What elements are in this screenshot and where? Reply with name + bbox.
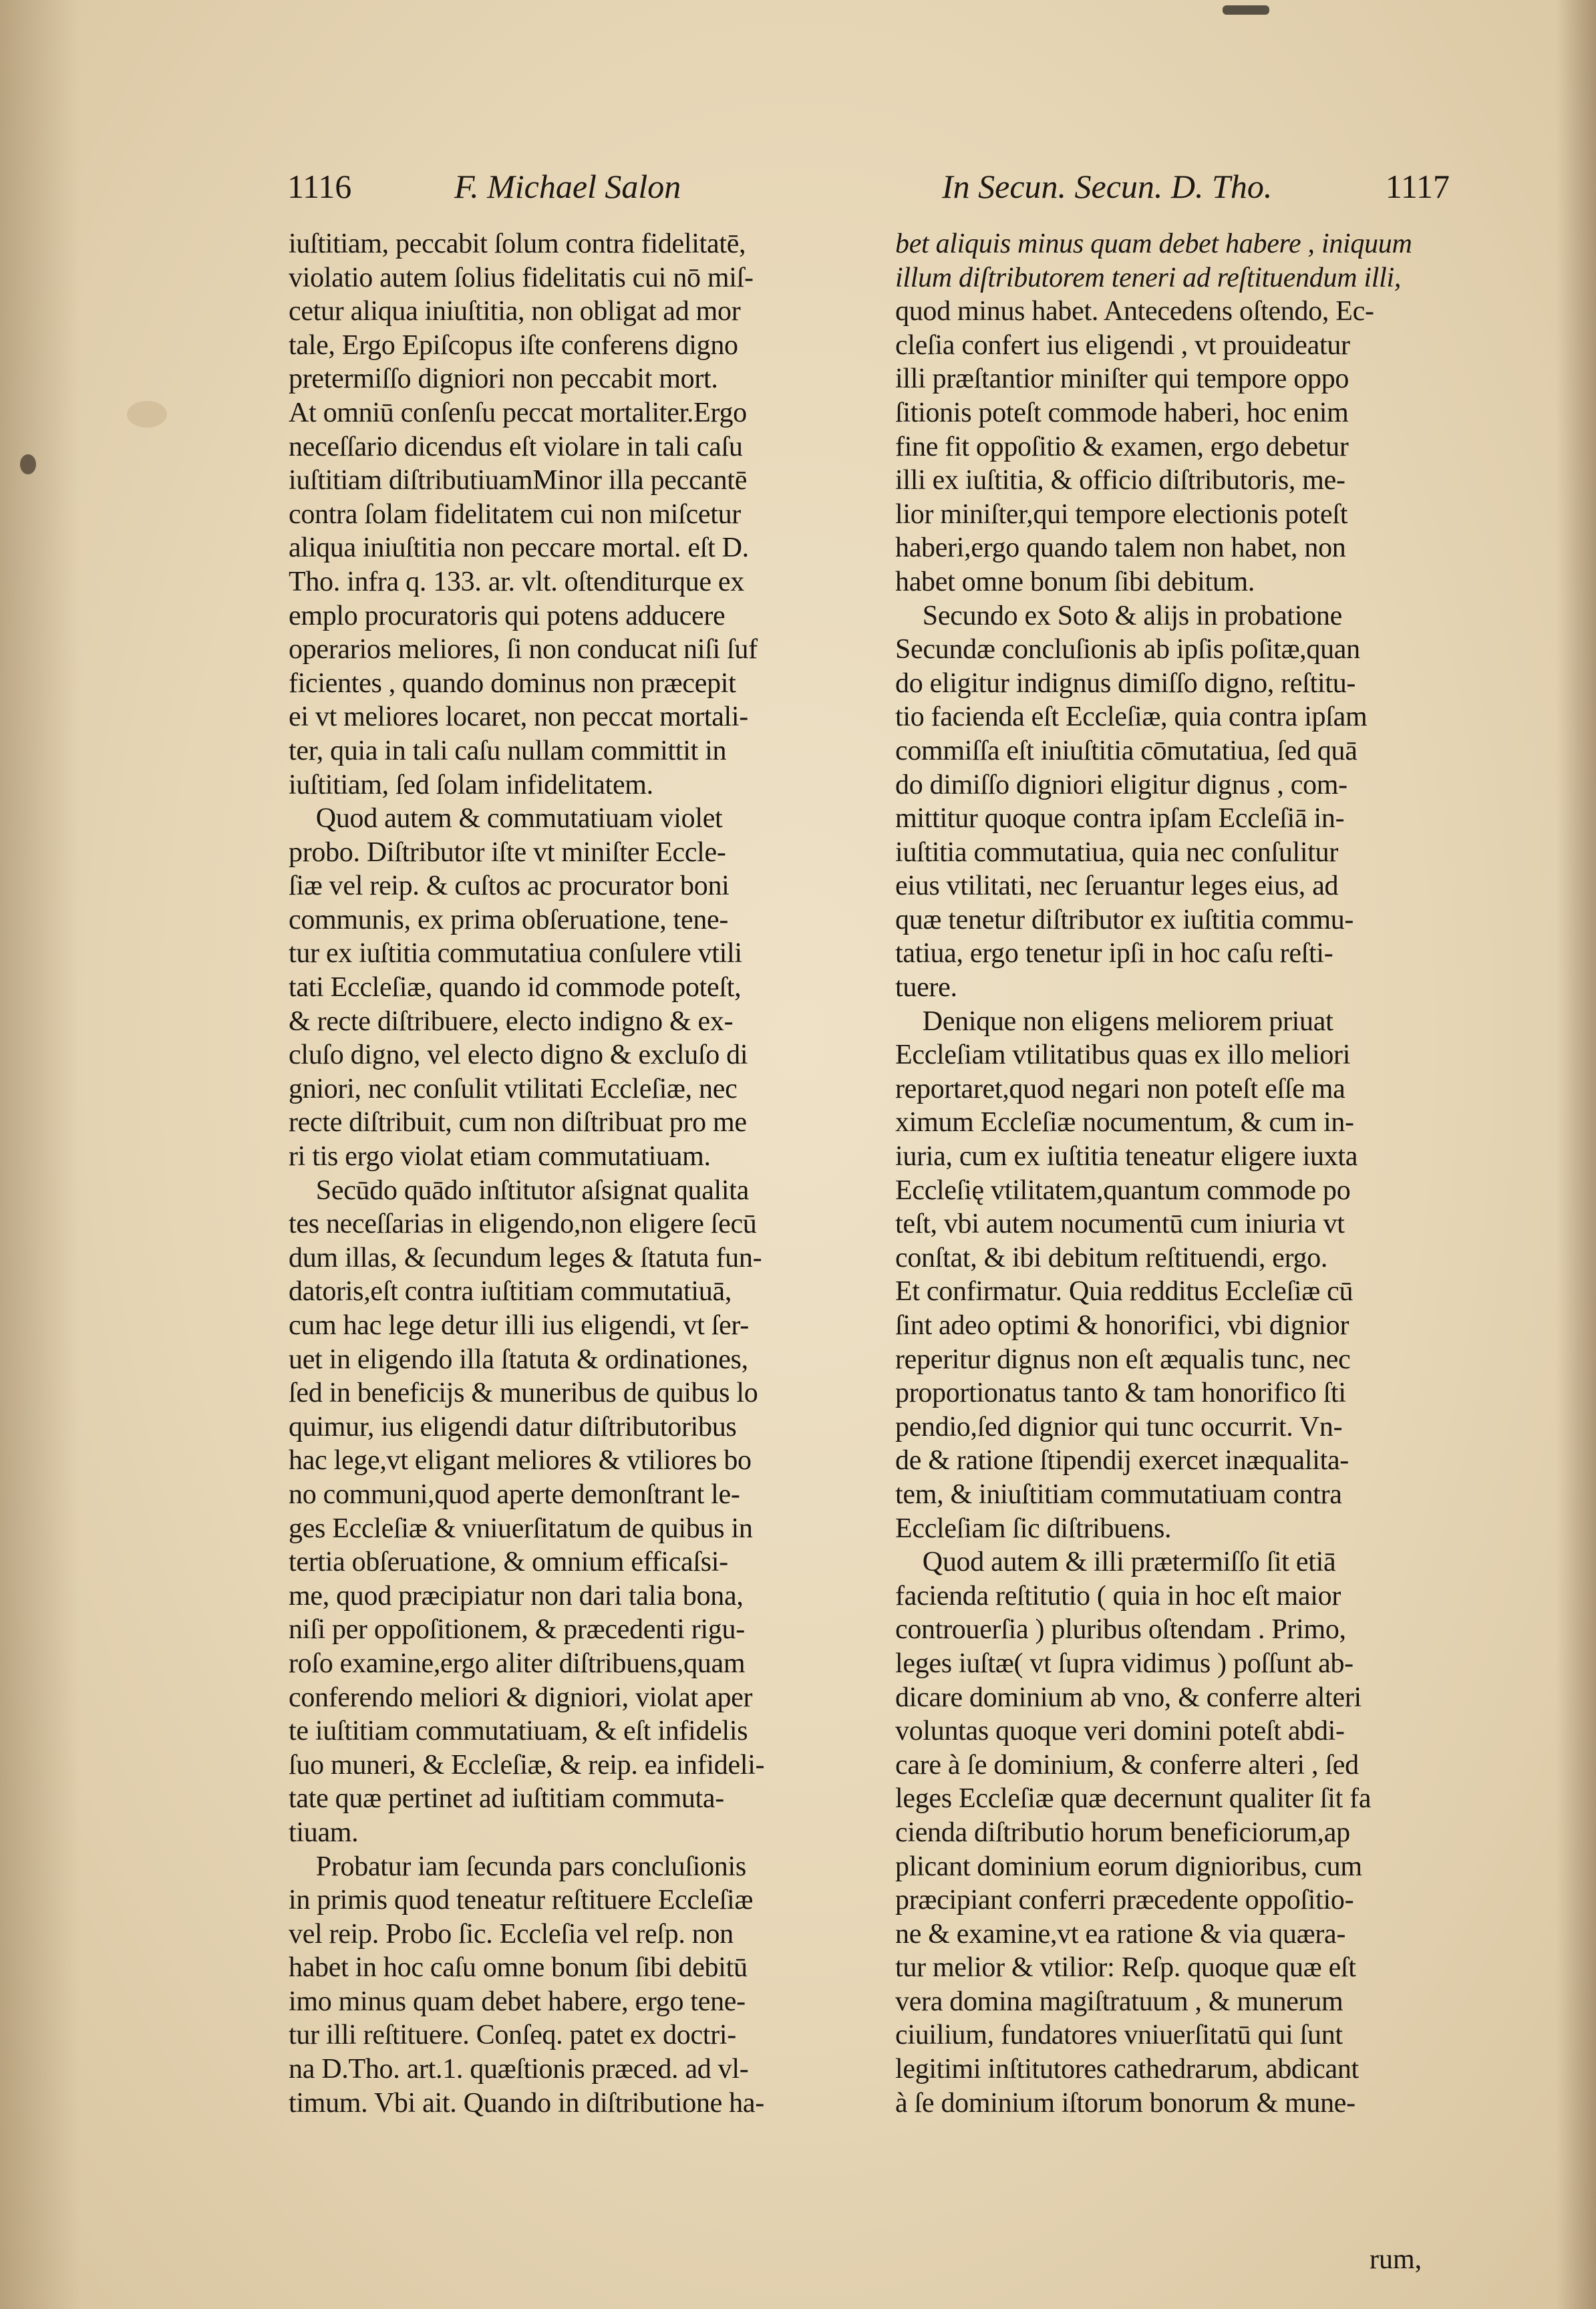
text-line: pendio,ſed dignior qui tunc occurrit. Vn-: [895, 1411, 1343, 1442]
text-line: iuria, cum ex iuſtitia teneatur eligere iuxta: [895, 1141, 1358, 1173]
text-line: illum diſtributorem teneri ad reſtituendum illi,: [895, 262, 1402, 293]
text-line: uet in eligendo illa ſtatuta & ordinationes,: [289, 1344, 748, 1375]
text-line: tio facienda eſt Eccleſiæ, quia contra ipſam: [895, 702, 1368, 733]
text-line: iuſtitiam, peccabit ſolum contra fidelitatē,: [289, 228, 746, 259]
text-line: me, quod præcipiatur non dari talia bona,: [289, 1580, 744, 1611]
text-line: leges iuſtæ( vt ſupra vidimus ) poſſunt ab-: [895, 1648, 1353, 1679]
text-line: te iuſtitiam commutatiuam, & eſt infidelis: [289, 1716, 748, 1747]
text-line: na D.Tho. art.1. quæſtionis præced. ad vl-: [289, 2054, 749, 2085]
text-line: Quod autem & illi prætermiſſo ſit etiā: [895, 1547, 1336, 1578]
text-line: Eccleſiam ſic diſtribuens.: [895, 1513, 1172, 1544]
right-page-number: 1117: [1385, 168, 1450, 205]
text-line: hac lege,vt eligant meliores & vtiliores bo: [289, 1445, 752, 1477]
text-line: vel reip. Probo ſic. Eccleſia vel reſp. non: [289, 1918, 734, 1950]
page-edge-shadow: [1556, 0, 1596, 2309]
text-line: habet in hoc caſu omne bonum ſibi debitū: [289, 1952, 748, 1984]
text-line: cetur aliqua iniuſtitia, non obligat ad mor: [289, 296, 741, 327]
text-line: ximum Eccleſiæ nocumentum, & cum in-: [895, 1107, 1354, 1138]
left-running-header: [287, 167, 782, 214]
text-line: tatiua, ergo tenetur ipſi in hoc caſu reſti-: [895, 938, 1333, 969]
catchword: rum,: [1370, 2244, 1422, 2275]
text-line: emplo procuratoris qui potens adducere: [289, 600, 726, 631]
text-line: in primis quod teneatur reſtituere Eccleſiæ: [289, 1885, 754, 1916]
text-line: plicant dominium eorum dignioribus, cum: [895, 1851, 1362, 1882]
text-line: violatio autem ſolius fidelitatis cui nō miſ-: [289, 262, 754, 293]
text-line: imo minus quam debet habere, ergo tene-: [289, 1986, 746, 2017]
left-running-title: F. Michael Salon: [454, 168, 681, 205]
paper-stain: [127, 401, 167, 428]
text-line: datoris,eſt contra iuſtitiam commutatiuā,: [289, 1276, 732, 1307]
text-line: recte diſtribuit, cum non diſtribuat pro me: [289, 1107, 747, 1138]
text-line: lior miniſter,qui tempore electionis poteſt: [895, 498, 1348, 530]
text-line: contra ſolam fidelitatem cui non miſcetur: [289, 498, 741, 530]
text-line: do eligitur indignus dimiſſo digno, reſtitu-: [895, 667, 1356, 699]
text-line: tur ex iuſtitia commutatiua conſulere vtili: [289, 938, 742, 969]
text-line: cienda diſtributio horum beneficiorum,ap: [895, 1817, 1350, 1848]
text-line: & recte diſtribuere, electo indigno & ex-: [289, 1006, 734, 1037]
text-line: Denique non eligens meliorem priuat: [895, 1006, 1333, 1037]
text-line: probo. Diſtributor iſte vt miniſter Eccle-: [289, 836, 726, 868]
text-line: ri tis ergo violat etiam commutatiuam.: [289, 1141, 711, 1173]
text-line: tur illi reſtituere. Conſeq. patet ex doctri-: [289, 2020, 736, 2051]
text-line: illi præſtantior miniſter qui tempore oppo: [895, 363, 1349, 395]
text-line: ficientes , quando dominus non præcepit: [289, 667, 736, 699]
text-line: do dimiſſo digniori eligitur dignus , com-: [895, 769, 1347, 800]
text-line: iuſtitia commutatiua, quia nec conſulitur: [895, 836, 1339, 868]
text-line: tes neceſſarias in eligendo,non eligere ſecū: [289, 1209, 757, 1240]
text-line: mittitur quoque contra ipſam Eccleſiā in-: [895, 803, 1345, 834]
text-line: proportionatus tanto & tam honorifico ſti: [895, 1378, 1346, 1409]
text-line: Quod autem & commutatiuam violet: [289, 803, 723, 834]
text-line: ſint adeo optimi & honorifici, vbi dignior: [895, 1310, 1349, 1341]
text-line: care à ſe dominium, & conferre alteri , ſed: [895, 1749, 1359, 1781]
text-line: Probatur iam ſecunda pars concluſionis: [289, 1851, 746, 1882]
text-line: teſt, vbi autem nocumentū cum iniuria vt: [895, 1209, 1345, 1240]
text-line: iuſtitiam, ſed ſolam infidelitatem.: [289, 769, 653, 800]
text-line: no communi,quod aperte demonſtrant le-: [289, 1479, 740, 1510]
text-line: controuerſia ) pluribus oſtendam . Primo,: [895, 1614, 1346, 1646]
text-line: Et confirmatur. Quia redditus Eccleſiæ cū: [895, 1276, 1353, 1307]
text-line: cleſia confert ius eligendi , vt prouideatur: [895, 329, 1350, 361]
text-line: præcipiant conferri præcedente oppoſitio-: [895, 1885, 1354, 1916]
text-line: Eccleſiam vtilitatibus quas ex illo meliori: [895, 1040, 1351, 1071]
text-line: tur melior & vtilior: Reſp. quoque quæ eſt: [895, 1952, 1356, 1984]
text-line: cum hac lege detur illi ius eligendi, vt ſer-: [289, 1310, 749, 1341]
text-line: aliqua iniuſtitia non peccare mortal. eſt D.: [289, 532, 749, 564]
text-line: communis, ex prima obſeruatione, tene-: [289, 904, 729, 935]
text-line: ei vt meliores locaret, non peccat mortali-: [289, 702, 748, 733]
right-running-header: [895, 167, 1450, 214]
text-line: illi ex iuſtitia, & officio diſtributoris, me-: [895, 465, 1345, 496]
text-line: cluſo digno, vel electo digno & excluſo di: [289, 1040, 748, 1071]
text-line: dicare dominium ab vno, & conferre alteri: [895, 1682, 1362, 1713]
gutter-shadow: [0, 0, 80, 2309]
text-line: iuſtitiam diſtributiuamMinor illa peccantē: [289, 465, 748, 496]
text-line: Secundo ex Soto & alijs in probatione: [895, 600, 1342, 631]
text-line: reportaret,quod negari non poteſt eſſe ma: [895, 1073, 1345, 1104]
text-line: ges Eccleſiæ & vniuerſitatum de quibus in: [289, 1513, 753, 1544]
text-line: vera domina magiſtratuum , & munerum: [895, 1986, 1343, 2017]
text-line: niſi per oppoſitionem, & præcedenti rigu-: [289, 1614, 745, 1646]
text-line: conſtat, & ibi debitum reſtituendi, ergo.: [895, 1242, 1328, 1273]
text-line: ciuilium, fundatores vniuerſitatū qui ſunt: [895, 2020, 1343, 2051]
text-line: ne & examine,vt ea ratione & via quæra-: [895, 1918, 1346, 1950]
text-line: roſo examine,ergo aliter diſtribuens,quam: [289, 1648, 746, 1679]
text-line: At omniū conſenſu peccat mortaliter.Ergo: [289, 397, 747, 428]
text-line: tate quæ pertinet ad iuſtitiam commuta-: [289, 1783, 724, 1815]
text-line: Secūdo quādo inſtitutor aſsignat qualita: [289, 1175, 750, 1206]
text-line: ſed in beneficijs & muneribus de quibus lo: [289, 1378, 758, 1409]
text-line: gniori, nec conſulit vtilitati Eccleſiæ, nec: [289, 1073, 738, 1104]
text-line: bet aliquis minus quam debet habere , iniquum: [895, 228, 1412, 259]
text-line: Secundæ concluſionis ab ipſis poſitæ,quan: [895, 634, 1360, 665]
text-line: legitimi inſtitutores cathedrarum, abdicant: [895, 2054, 1359, 2085]
text-line: haberi,ergo quando talem non habet, non: [895, 532, 1346, 564]
text-line: timum. Vbi ait. Quando in diſtributione ha-: [289, 2087, 764, 2119]
left-page-number: 1116: [287, 168, 352, 205]
text-line: conferendo meliori & digniori, violat aper: [289, 1682, 753, 1713]
text-line: Eccleſię vtilitatem,quantum commode po: [895, 1175, 1351, 1206]
text-line: tuere.: [895, 972, 957, 1004]
text-line: voluntas quoque veri domini poteſt abdi-: [895, 1716, 1345, 1747]
text-line: quod minus habet. Antecedens oſtendo, Ec-: [895, 296, 1374, 327]
right-text-column: [895, 227, 1456, 2120]
text-line: de & ratione ſtipendij exercet inæqualita-: [895, 1445, 1349, 1477]
text-line: eius vtilitati, nec ſeruantur leges eius, ad: [895, 871, 1339, 902]
text-line: reperitur dignus non eſt æqualis tunc, nec: [895, 1344, 1351, 1375]
text-line: habet omne bonum ſibi debitum.: [895, 566, 1255, 597]
text-line: facienda reſtitutio ( quia in hoc eſt maior: [895, 1580, 1341, 1611]
text-line: quimur, ius eligendi datur diſtributoribus: [289, 1411, 737, 1442]
paper-stain: [1223, 5, 1269, 15]
text-line: tem, & iniuſtitiam commutatiuam contra: [895, 1479, 1342, 1510]
text-line: ſitionis poteſt commode haberi, hoc enim: [895, 397, 1349, 428]
text-line: ter, quia in tali caſu nullam committit in: [289, 735, 727, 766]
text-line: ſuo muneri, & Eccleſiæ, & reip. ea infideli-: [289, 1749, 765, 1781]
text-line: quæ tenetur diſtributor ex iuſtitia commu-: [895, 904, 1354, 935]
text-line: neceſſario dicendus eſt violare in tali caſu: [289, 431, 743, 462]
text-line: pretermiſſo digniori non peccabit mort.: [289, 363, 718, 395]
text-line: leges Eccleſiæ quæ decernunt qualiter ſit fa: [895, 1783, 1372, 1815]
paper-stain: [20, 454, 36, 474]
left-text-column: [289, 227, 836, 2120]
text-line: tati Eccleſiæ, quando id commode poteſt,: [289, 972, 742, 1004]
text-line: tale, Ergo Epiſcopus iſte conferens digno: [289, 329, 738, 361]
text-line: ſiæ vel reip. & cuſtos ac procurator boni: [289, 871, 730, 902]
text-line: tiuam.: [289, 1817, 359, 1848]
text-line: à ſe dominium iſtorum bonorum & mune-: [895, 2087, 1355, 2119]
text-line: fine fit oppoſitio & examen, ergo debetur: [895, 431, 1349, 462]
text-line: dum illas, & ſecundum leges & ſtatuta fun-: [289, 1242, 762, 1273]
text-line: tertia obſeruatione, & omnium efficaſsi-: [289, 1547, 728, 1578]
text-line: commiſſa eſt iniuſtitia cōmutatiua, ſed quā: [895, 735, 1358, 766]
right-running-title: In Secun. Secun. D. Tho.: [942, 168, 1273, 205]
text-line: Tho. infra q. 133. ar. vlt. oſtenditurque ex: [289, 566, 744, 597]
text-line: operarios meliores, ſi non conducat niſi ſuf: [289, 634, 758, 665]
